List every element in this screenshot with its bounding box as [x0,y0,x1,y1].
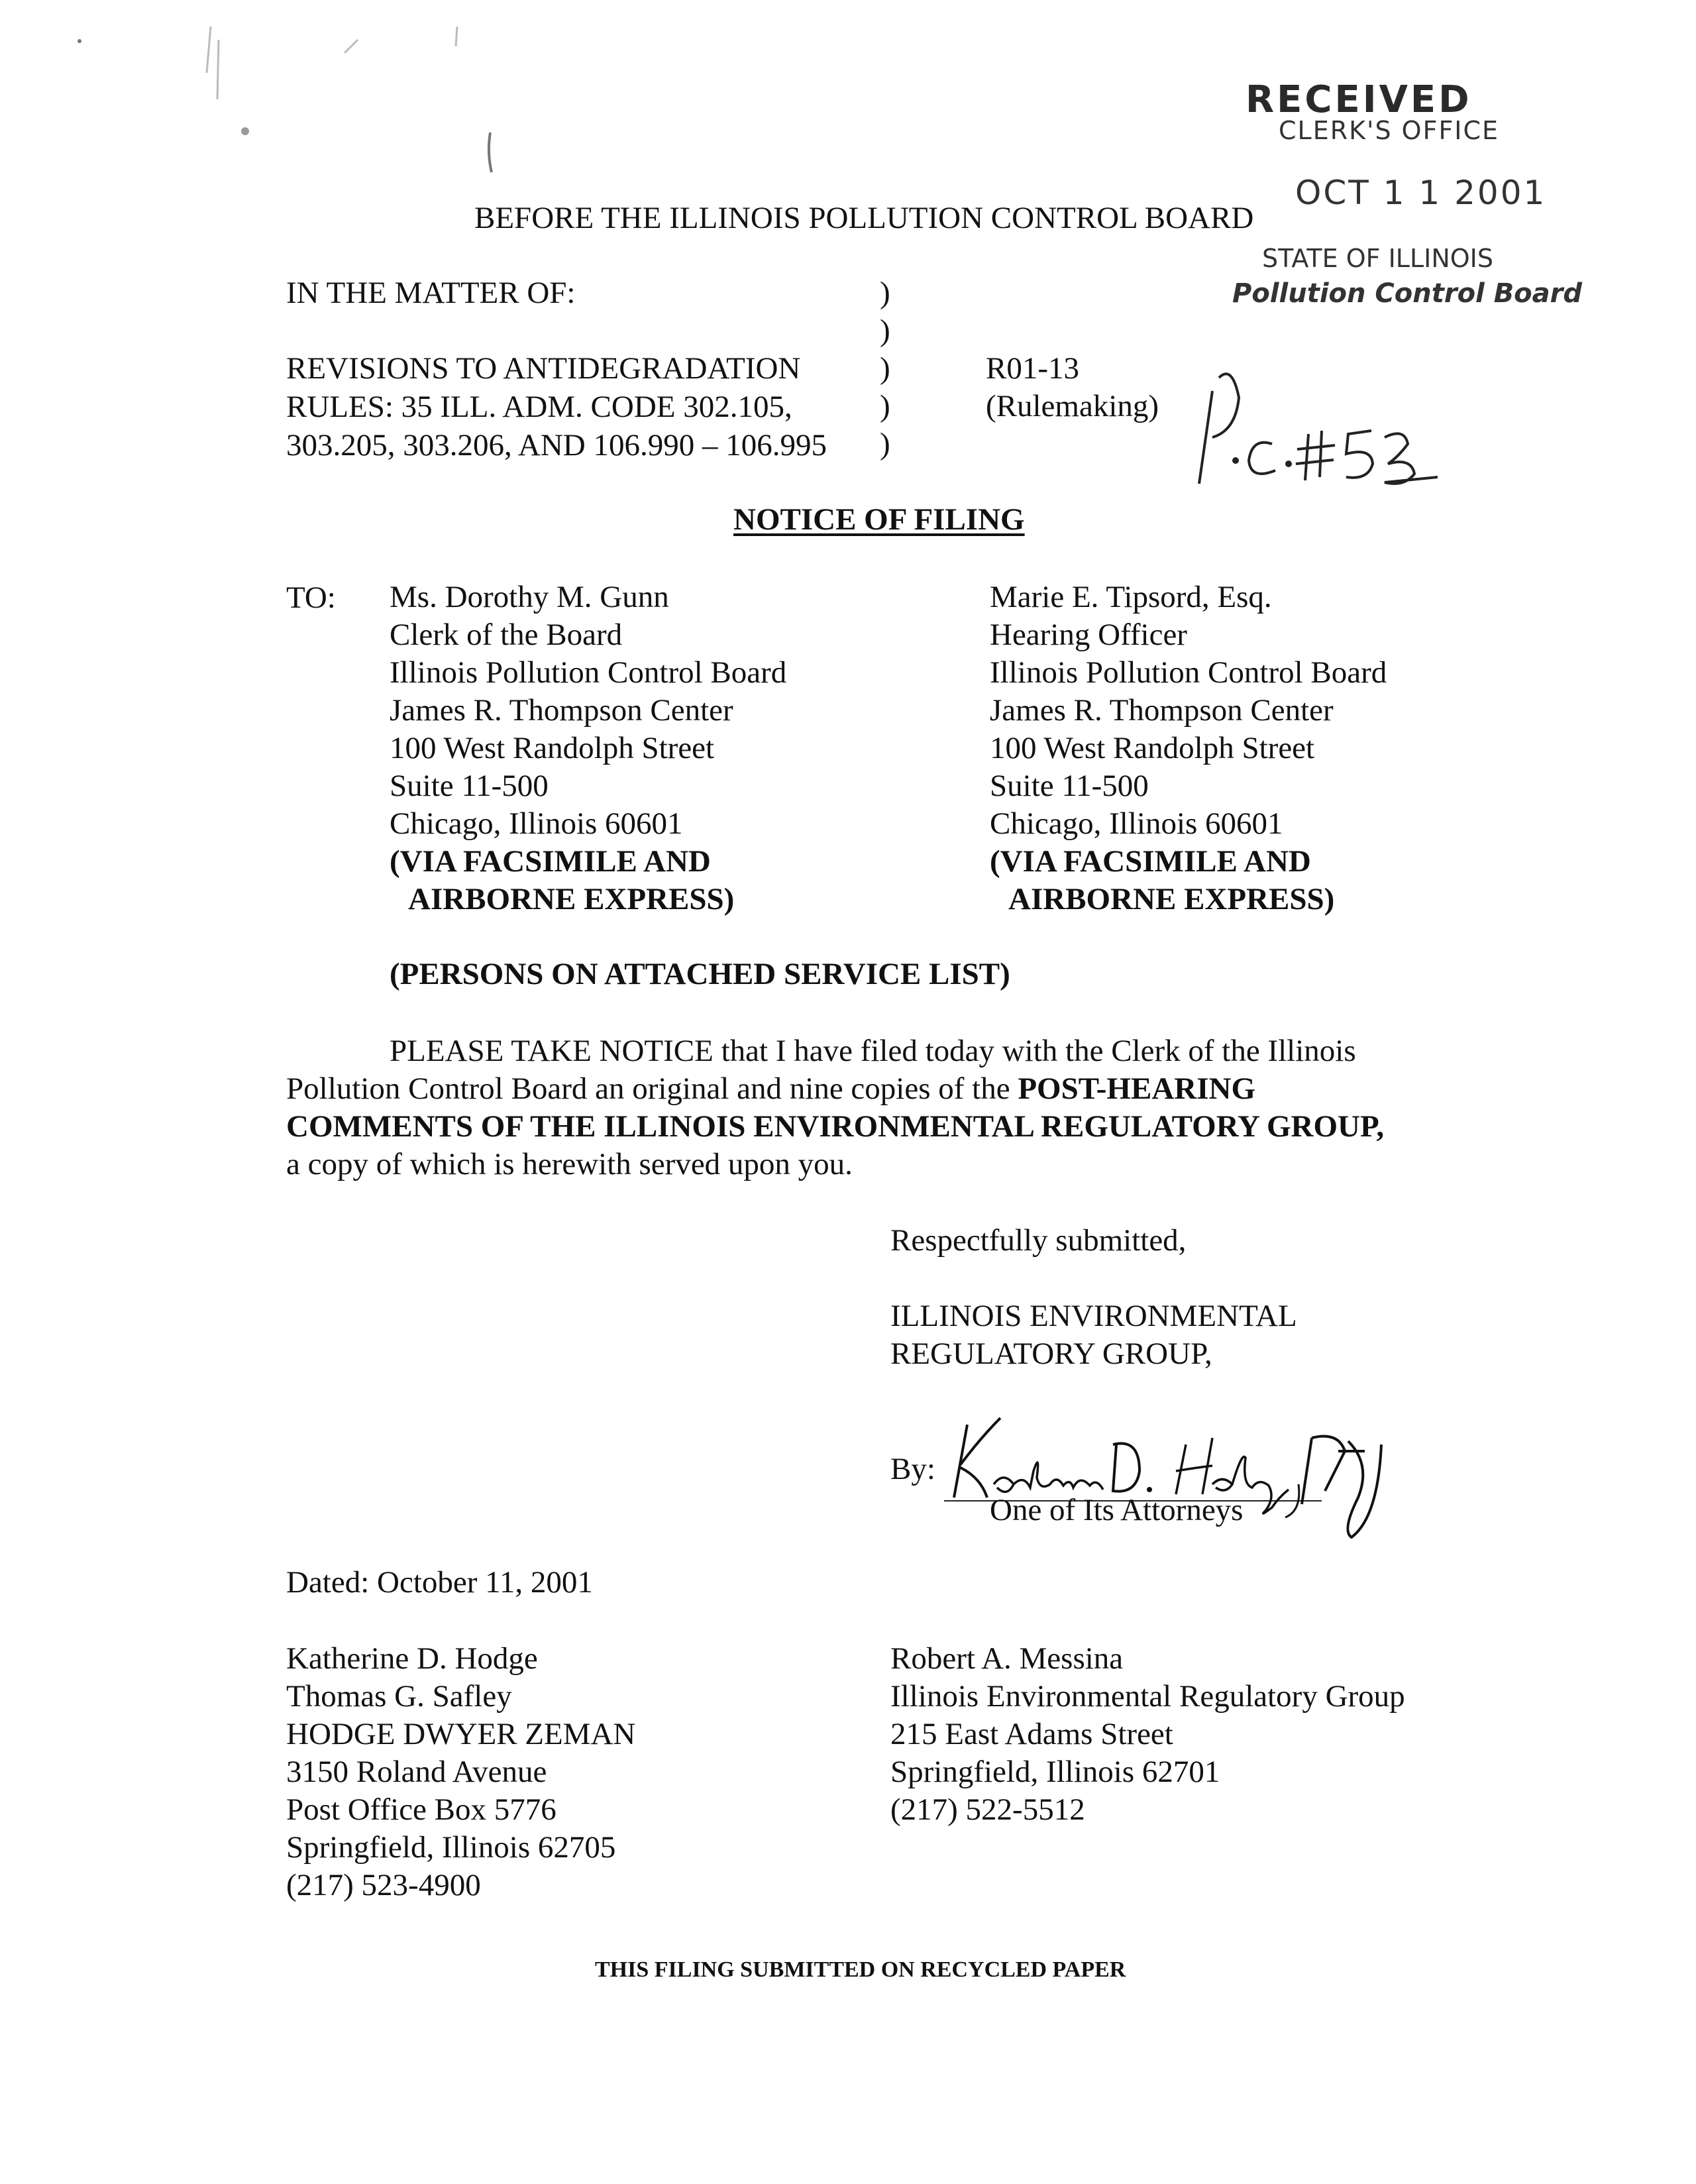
attorney-role: One of Its Attorneys [990,1493,1244,1527]
counsel-left-line: Post Office Box 5776 [286,1792,556,1827]
counsel-left-line: 3150 Roland Avenue [286,1755,547,1789]
recipient-2-delivery: (VIA FACSIMILE AND [990,844,1311,879]
recipient-2-line: Hearing Officer [990,618,1187,652]
counsel-right-line: Illinois Environmental Regulatory Group [890,1679,1405,1714]
recipient-1-line: Suite 11-500 [390,769,549,803]
revisions-line-1: REVISIONS TO ANTIDEGRADATION [286,351,801,386]
page-title: BEFORE THE ILLINOIS POLLUTION CONTROL BOARD [474,201,1254,235]
revisions-block [286,349,827,464]
recipient-1 [390,578,786,918]
recipient-1-line: Clerk of the Board [390,618,623,652]
caption-paren-1: ) [880,276,890,310]
clerks-office-stamp: CLERK'S OFFICE [1279,116,1500,145]
footer-note: THIS FILING SUBMITTED ON RECYCLED PAPER [595,1957,1126,1982]
recipient-2-delivery: AIRBORNE EXPRESS) [1008,882,1335,916]
docket-number: R01-13 [986,351,1079,386]
received-stamp: RECEIVED [1246,78,1472,121]
recipient-2-line: Suite 11-500 [990,769,1149,803]
body-line-1: PLEASE TAKE NOTICE that I have filed today with the Clerk of the Illinois [390,1034,1356,1068]
to-label: TO: [286,580,336,615]
recipient-1-line: Chicago, Illinois 60601 [390,806,683,841]
matter-label: IN THE MATTER OF: [286,276,576,310]
recipient-2 [990,578,1387,918]
recipient-1-delivery: (VIA FACSIMILE AND [390,844,711,879]
counsel-left [286,1640,635,1904]
recipient-1-line: Illinois Pollution Control Board [390,655,787,690]
recipient-1-delivery: AIRBORNE EXPRESS) [408,882,735,916]
recipient-2-line: James R. Thompson Center [990,693,1334,728]
recipient-2-line: Marie E. Tipsord, Esq. [990,580,1272,614]
counsel-left-line: Thomas G. Safley [286,1679,512,1714]
counsel-left-line: Springfield, Illinois 62705 [286,1830,616,1865]
recipient-2-line: 100 West Randolph Street [990,731,1315,765]
handwritten-pc-mark [1173,371,1451,504]
by-label: By: [890,1452,935,1486]
revisions-line-2: RULES: 35 ILL. ADM. CODE 302.105, [286,390,792,424]
caption-paren-3: ) [880,351,890,386]
recipient-2-line: Chicago, Illinois 60601 [990,806,1283,841]
caption-paren-5: ) [880,427,890,461]
counsel-left-line: Katherine D. Hodge [286,1641,538,1676]
recipient-1-line: 100 West Randolph Street [390,731,715,765]
recipient-1-line: Ms. Dorothy M. Gunn [390,580,669,614]
dated-line: Dated: October 11, 2001 [286,1565,593,1600]
body-line-4: a copy of which is herewith served upon you. [286,1147,853,1181]
counsel-right-line: (217) 522-5512 [890,1792,1085,1827]
docket-type: (Rulemaking) [986,389,1159,423]
caption-paren-2: ) [880,313,890,348]
document-title-part-1: POST-HEARING [1018,1071,1256,1106]
counsel-right-line: Springfield, Illinois 62701 [890,1755,1220,1789]
body-line-2 [286,1069,1255,1108]
counsel-right-line: Robert A. Messina [890,1641,1124,1676]
revisions-line-3: 303.205, 303.206, AND 106.990 – 106.995 [286,428,827,463]
recipient-2-line: Illinois Pollution Control Board [990,655,1387,690]
notice-title: NOTICE OF FILING [733,502,1025,537]
recipient-1-line: James R. Thompson Center [390,693,733,728]
counsel-right [890,1640,1405,1829]
counsel-right-line: 215 East Adams Street [890,1717,1173,1751]
body-line-2-text: Pollution Control Board an original and nine copies of the [286,1071,1018,1106]
org-line-2: REGULATORY GROUP, [890,1337,1212,1371]
board-stamp: Pollution Control Board [1232,278,1583,309]
state-stamp: STATE OF ILLINOIS [1262,244,1493,273]
document-title-part-2: COMMENTS OF THE ILLINOIS ENVIRONMENTAL REGULATORY GROUP, [286,1109,1385,1144]
org-line-1: ILLINOIS ENVIRONMENTAL [890,1299,1297,1333]
respectfully-submitted: Respectfully submitted, [890,1223,1187,1258]
caption-paren-4: ) [880,389,890,423]
received-date-stamp: OCT 1 1 2001 [1295,174,1547,212]
counsel-left-line: HODGE DWYER ZEMAN [286,1717,636,1751]
service-list-note: (PERSONS ON ATTACHED SERVICE LIST) [390,957,1010,991]
counsel-left-line: (217) 523-4900 [286,1868,481,1902]
